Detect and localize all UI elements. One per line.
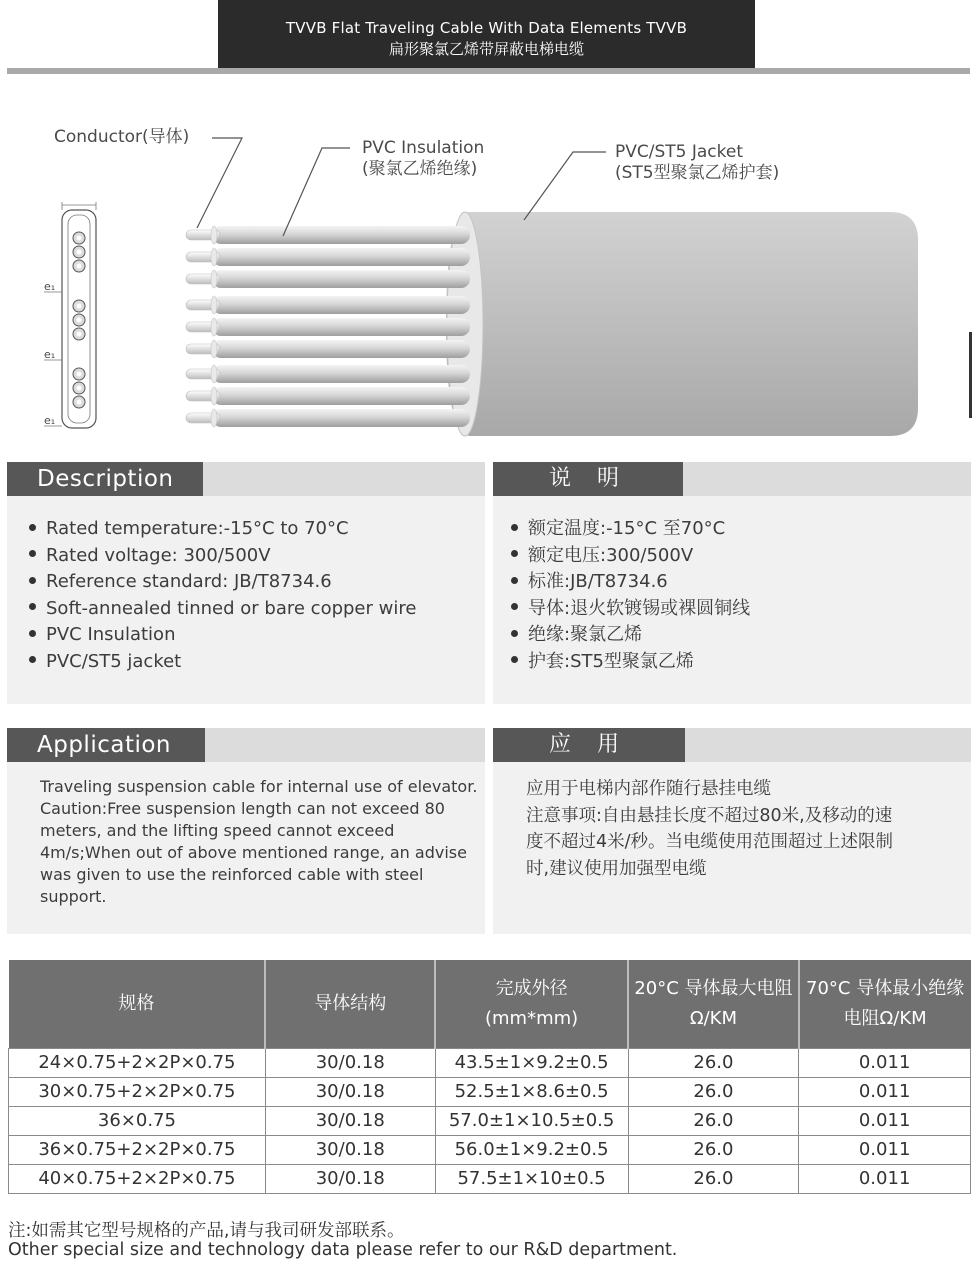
jacket-label-en: PVC/ST5 Jacket (615, 142, 744, 162)
note-english: Other special size and technology data please refer to our R&D department. (8, 1240, 678, 1260)
table-cell: 36×0.75+2×2P×0.75 (9, 1135, 266, 1164)
table-cell: 43.5±1×9.2±0.5 (435, 1048, 628, 1077)
insulated-wire (212, 318, 470, 336)
table-row (9, 1077, 971, 1106)
table-cell: 26.0 (628, 1135, 799, 1164)
table-cell: 57.5±1×10±0.5 (435, 1164, 628, 1193)
table-cell: 0.011 (799, 1135, 971, 1164)
insulation-end (211, 270, 217, 288)
dimension-mark: e₁ (44, 348, 56, 361)
insulated-wire (212, 296, 470, 314)
insulation-end (211, 318, 217, 336)
list-item: 导体:退火软镀锡或裸圆铜线 (511, 596, 750, 623)
table-cell: 24×0.75+2×2P×0.75 (9, 1048, 266, 1077)
column-header: 20°C 导体最大电阻 Ω/KM (628, 960, 799, 1048)
insulated-wire (212, 226, 470, 244)
insulation-end (211, 248, 217, 266)
table-cell: 26.0 (628, 1164, 799, 1193)
table-cell: 52.5±1×8.6±0.5 (435, 1077, 628, 1106)
table-row (9, 1164, 971, 1193)
description-heading-en: Description (7, 462, 203, 496)
description-list-zh (511, 516, 750, 676)
dimension-mark: e₁ (44, 414, 56, 427)
insulation-label-en: PVC Insulation (362, 138, 485, 158)
list-item: PVC/ST5 jacket (29, 649, 416, 676)
title-chinese: 扁形聚氯乙烯带屏蔽电梯电缆 (388, 40, 584, 58)
table-cell: 30/0.18 (265, 1048, 435, 1077)
table-cell: 26.0 (628, 1077, 799, 1106)
column-header: 导体结构 (265, 960, 435, 1048)
jacket-label-zh: (ST5型聚氯乙烯护套) (615, 163, 780, 183)
list-item: Rated voltage: 300/500V (29, 543, 416, 570)
table-row (9, 1106, 971, 1135)
bullet-icon (511, 630, 518, 637)
table-cell: 0.011 (799, 1106, 971, 1135)
list-item: 护套:ST5型聚氯乙烯 (511, 649, 750, 676)
list-item: PVC Insulation (29, 622, 416, 649)
dimension-mark: e₁ (44, 280, 56, 293)
insulated-wire (212, 409, 470, 427)
bullet-icon (511, 577, 518, 584)
table-cell: 0.011 (799, 1077, 971, 1106)
table-row (9, 1048, 971, 1077)
bullet-icon (29, 577, 36, 584)
table-cell: 0.011 (799, 1048, 971, 1077)
table-cell: 30/0.18 (265, 1135, 435, 1164)
insulated-wire (212, 248, 470, 266)
list-item: Rated temperature:-15°C to 70°C (29, 516, 416, 543)
insulated-wire (212, 340, 470, 358)
table-header-row (9, 960, 971, 1048)
column-header: 完成外径 (mm*mm) (435, 960, 628, 1048)
cable-figure (0, 80, 972, 460)
insulation-end (211, 365, 217, 383)
table-cell: 26.0 (628, 1106, 799, 1135)
bullet-icon (29, 630, 36, 637)
list-item: 绝缘:聚氯乙烯 (511, 622, 750, 649)
table-cell: 36×0.75 (9, 1106, 266, 1135)
list-item: Soft-annealed tinned or bare copper wire (29, 596, 416, 623)
insulated-wire (212, 365, 470, 383)
bullet-icon (29, 550, 36, 557)
column-header: 规格 (9, 960, 266, 1048)
title-banner (218, 0, 755, 68)
description-list-en (29, 516, 416, 676)
table-cell: 0.011 (799, 1164, 971, 1193)
application-text-zh: 应用于电梯内部作随行悬挂电缆 注意事项:自由悬挂长度不超过80米,及移动的速 度不超过4米/秒。当电缆使用范围超过上述限制 时,建议使用加强型电缆 (526, 779, 894, 879)
table-cell: 30/0.18 (265, 1106, 435, 1135)
insulated-wire (212, 270, 470, 288)
list-item: 额定电压:300/500V (511, 543, 750, 570)
title-english: TVVB Flat Traveling Cable With Data Elements TVVB (285, 19, 688, 37)
bullet-icon (29, 656, 36, 663)
insulation-label-zh: (聚氯乙烯绝缘) (362, 159, 478, 179)
application-heading-en: Application (7, 728, 205, 762)
insulation-end (211, 226, 217, 244)
table-cell: 26.0 (628, 1048, 799, 1077)
insulation-end (211, 387, 217, 405)
bullet-icon (511, 524, 518, 531)
application-heading-zh: 应用 (493, 728, 685, 762)
insulation-end (211, 409, 217, 427)
spec-table (8, 960, 971, 1194)
conductor-label: Conductor(导体) (54, 127, 190, 147)
application-panel-zh (493, 728, 971, 934)
insulation-end (211, 296, 217, 314)
insulation-end (211, 340, 217, 358)
list-item: Reference standard: JB/T8734.6 (29, 569, 416, 596)
list-item: 标准:JB/T8734.6 (511, 569, 750, 596)
insulated-wires (186, 226, 470, 427)
application-text-en: Traveling suspension cable for internal use of elevator. Caution:Free suspension length can not exceed 80 meters, and the lifting speed cannot exceed 4m/s;When out of above mentioned range, an advise was given to use the reinforced cable with steel support. (40, 777, 478, 906)
note-chinese: 注:如需其它型号规格的产品,请与我司研发部联系。 (8, 1221, 405, 1241)
bullet-icon (29, 524, 36, 531)
title-divider (7, 68, 970, 74)
table-cell: 56.0±1×9.2±0.5 (435, 1135, 628, 1164)
description-heading-zh: 说明 (493, 462, 683, 496)
table-cell: 40×0.75+2×2P×0.75 (9, 1164, 266, 1193)
bullet-icon (511, 550, 518, 557)
jacket-shape (446, 212, 918, 436)
bullet-icon (511, 656, 518, 663)
table-cell: 30/0.18 (265, 1164, 435, 1193)
insulated-wire (212, 387, 470, 405)
description-panel-zh (493, 462, 971, 704)
description-panel-en (7, 462, 485, 704)
table-cell: 57.0±1×10.5±0.5 (435, 1106, 628, 1135)
application-panel-en (7, 728, 485, 934)
table-cell: 30/0.18 (265, 1077, 435, 1106)
list-item: 额定温度:-15°C 至70°C (511, 516, 750, 543)
table-cell: 30×0.75+2×2P×0.75 (9, 1077, 266, 1106)
bullet-icon (511, 603, 518, 610)
table-row (9, 1135, 971, 1164)
column-header: 70°C 导体最小绝缘 电阻Ω/KM (799, 960, 971, 1048)
bullet-icon (29, 603, 36, 610)
cross-section-diagram (44, 202, 96, 428)
